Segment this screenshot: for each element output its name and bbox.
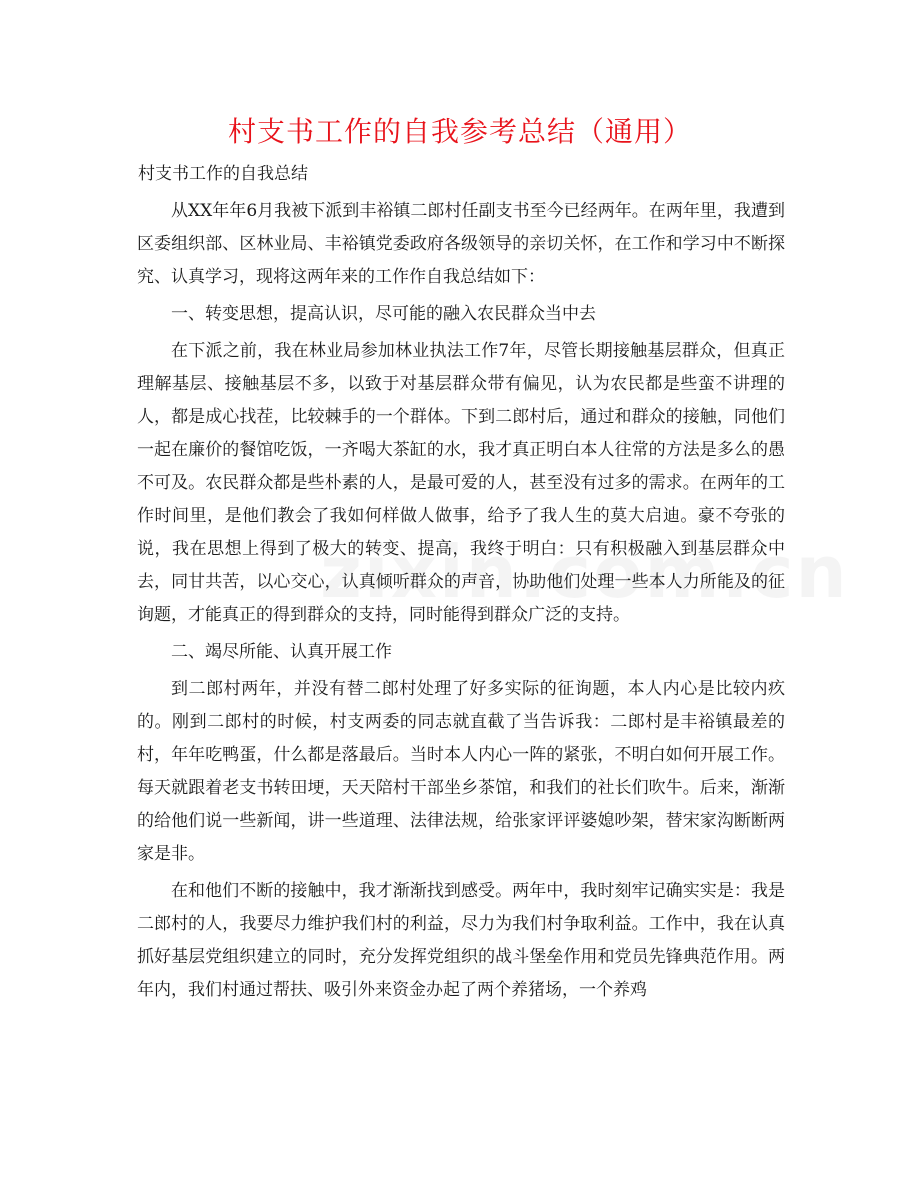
- document-subtitle: 村支书工作的自我总结: [138, 164, 308, 184]
- paragraph-section-2a: 到二郎村两年，并没有替二郎村处理了好多实际的征询题，本人内心是比较内疚的。刚到二郎村的时候，村支两委的同志就直截了当告诉我：二郎村是丰裕镇最差的村，年年吃鸭蛋，什么都是落最后。当时本人内心一阵的紧张，不明白如何开展工作。每天就跟着老支书转田埂，天天陪村干部坐乡茶馆，和我们的社长们吹牛。后来，渐渐的给他们说一些新闻，讲一些道理、法律法规，给张家评评婆媳吵架，替宋家沟断断两家是非。: [137, 679, 785, 864]
- document-title: 村支书工作的自我参考总结（通用）: [227, 115, 692, 148]
- document-body: [137, 195, 785, 1011]
- section-heading-1: 一、转变思想，提高认识，尽可能的融入农民群众当中去: [171, 304, 596, 324]
- paragraph-intro: 从XX年年6月我被下派到丰裕镇二郎村任副支书至今已经两年。在两年里，我遭到区委组织部、区林业局、丰裕镇党委政府各级领导的亲切关怀，在工作和学习中不断探究、认真学习，现将这两年来的工作作自我总结如下：: [137, 201, 785, 287]
- section-heading-2: 二、竭尽所能、认真开展工作: [171, 642, 392, 662]
- paragraph-section-1: 在下派之前，我在林业局参加林业执法工作7年，尽管长期接触基层群众，但真正理解基层、接触基层不多，以致于对基层群众带有偏见，认为农民都是些蛮不讲理的人，都是成心找茬，比较棘手的一个群体。下到二郎村后，通过和群众的接触，同他们一起在廉价的餐馆吃饭，一齐喝大茶缸的水，我才真正明白本人往常的方法是多么的愚不可及。农民群众都是些朴素的人，是最可爱的人，甚至没有过多的需求。在两年的工作时间里，是他们教会了我如何样做人做事，给予了我人生的莫大启迪。豪不夸张的说，我在思想上得到了极大的转变、提高，我终于明白：只有积极融入到基层群众中去，同甘共苦，以心交心，认真倾听群众的声音，协助他们处理一些本人力所能及的征询题，才能真正的得到群众的支持，同时能得到群众广泛的支持。: [137, 341, 785, 625]
- paragraph-section-2b: 在和他们不断的接触中，我才渐渐找到感受。两年中，我时刻牢记确实实是：我是二郎村的人，我要尽力维护我们村的利益，尽力为我们村争取利益。工作中，我在认真抓好基层党组织建立的同时，充分发挥党组织的战斗堡垒作用和党员先锋典范作用。两年内，我们村通过帮扶、吸引外来资金办起了两个养猪场，一个养鸡: [137, 881, 785, 1000]
